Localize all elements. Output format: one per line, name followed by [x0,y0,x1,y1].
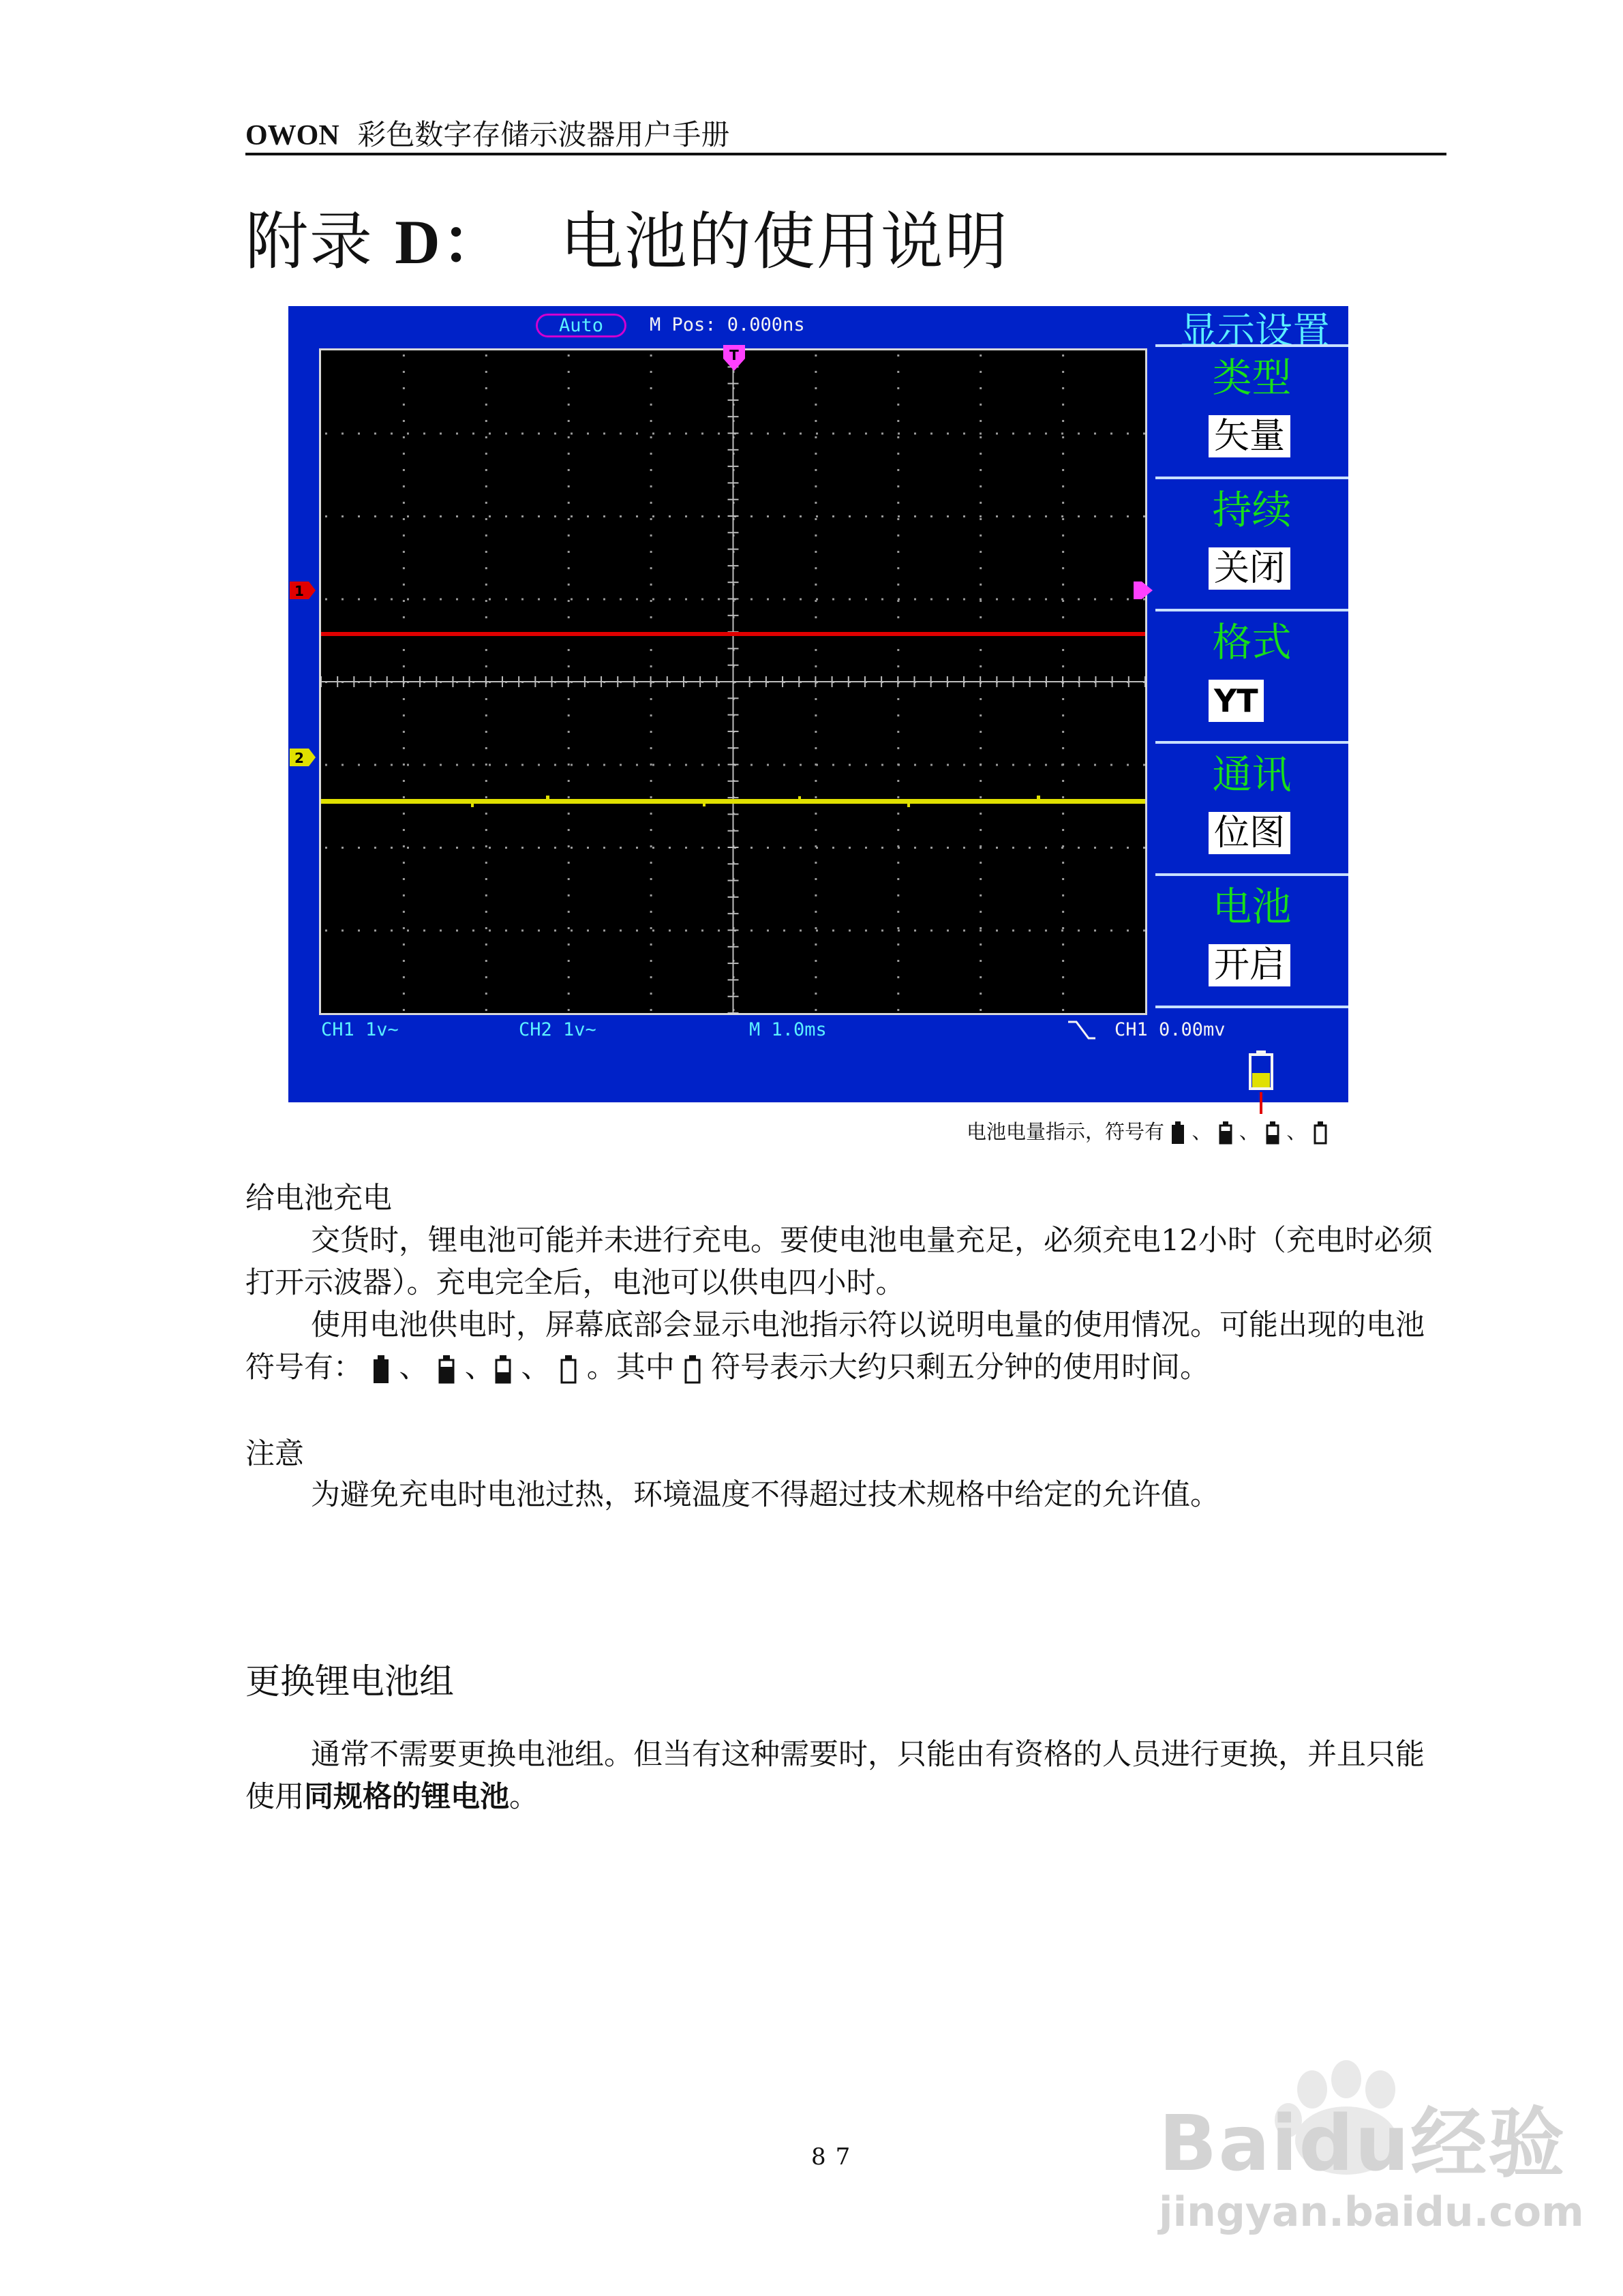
para-sep-1: 、 [399,1350,429,1385]
para-sep-3: 、 [521,1350,551,1385]
note-paragraph [245,1474,1448,1516]
oscilloscope-screen [288,306,1348,1102]
replace-paragraph [245,1734,1448,1818]
battery-half-icon [1265,1121,1280,1145]
watermark-brand: Baidu经验 [1159,2100,1566,2188]
ch1-marker [288,580,317,601]
charge-paragraph-2-b: 。其中 [586,1350,675,1385]
appendix-label: 附录 [245,205,374,278]
header-brand: OWON [245,120,339,151]
trigger-mode-badge: Auto [536,314,626,337]
waveform-grid [319,348,1147,1015]
battery-high-icon [1218,1121,1233,1145]
trigger-position-marker [722,344,746,372]
battery-empty-icon [1313,1121,1328,1145]
caption-sep-3: 、 [1286,1120,1307,1143]
charge-paragraph-1 [245,1220,1448,1304]
ch2-trace [321,799,1145,804]
replace-paragraph-text: 通常不需要更换电池组。但当有这种需要时，只能由有资格的人员进行更换，并且只能使用 [245,1738,1425,1814]
menu-item-type[interactable] [1155,344,1348,478]
header-manual-title: 彩色数字存储示波器用户手册 [357,118,730,151]
charge-paragraph-2 [245,1304,1448,1389]
ch1-scale: CH1 1v~ [321,1019,399,1040]
para-battery-empty-icon-2 [684,1355,701,1385]
para-battery-high-icon [438,1355,455,1385]
menu-label-battery: 电池 [1212,883,1292,930]
menu-item-comm[interactable] [1155,741,1348,875]
replace-heading: 更换锂电池组 [245,1662,455,1702]
battery-full-icon [1170,1121,1185,1145]
battery-caption [967,1118,1328,1145]
ch2-scale: CH2 1v~ [519,1019,596,1040]
battery-indicator-icon [1248,1049,1275,1093]
charge-paragraph-2-a: 使用电池供电时，屏幕底部会显示电池指示符以说明电量的使用情况。可能出现的电池符号有： [245,1308,1425,1385]
m-pos-readout: M Pos: 0.000ns [650,314,805,335]
menu-value-battery: 开启 [1209,944,1290,986]
trigger-readout: CH1 0.00mv [1114,1019,1226,1040]
menu-value-comm: 位图 [1209,812,1290,854]
menu-bottom-divider [1155,1006,1348,1008]
menu-value-format: YT [1209,680,1264,722]
caption-text: 电池电量指示，符号有 [967,1120,1165,1143]
ch2-marker [288,747,317,768]
note-heading: 注意 [245,1437,304,1471]
menu-title: 显示设置 [1179,309,1330,352]
menu-item-persist[interactable] [1155,477,1348,610]
replace-paragraph-bold: 同规格的锂电池 [304,1780,509,1814]
caption-sep-1: 、 [1192,1120,1212,1143]
grid-dots [325,354,1145,1011]
charge-paragraph-1-text: 交货时，锂电池可能并未进行充电。要使电池电量充足，必须充电12小时（充电时必须打开示波器）。充电完全后，电池可以供电四小时。 [245,1224,1433,1300]
trigger-level-marker [1132,580,1154,601]
falling-edge-icon [1067,1019,1097,1042]
charge-heading: 给电池充电 [245,1181,392,1215]
para-battery-half-icon [494,1355,512,1385]
page-number: 87 [811,2143,860,2171]
center-axis-ticks [321,350,1145,1013]
menu-item-battery[interactable] [1155,873,1348,1007]
watermark-url: jingyan.baidu.com [1159,2188,1584,2236]
svg-text:T: T [729,347,739,363]
para-battery-full-icon [372,1355,390,1385]
menu-label-format: 格式 [1212,619,1292,665]
charge-paragraph-2-c: 符号表示大约只剩五分钟的使用时间。 [711,1350,1210,1385]
menu-label-comm: 通讯 [1212,751,1292,798]
timebase-readout: M 1.0ms [749,1019,827,1040]
note-paragraph-text: 为避免充电时电池过热，环境温度不得超过技术规格中给定的允许值。 [311,1478,1219,1512]
ch1-trace [321,632,1145,636]
menu-item-format[interactable] [1155,609,1348,742]
appendix-letter: D： [395,207,506,277]
appendix-title [245,201,1009,283]
menu-value-persist: 关闭 [1209,547,1290,590]
svg-text:1: 1 [294,583,304,599]
menu-value-type: 矢量 [1209,415,1290,457]
replace-paragraph-end: 。 [509,1780,539,1814]
menu-label-persist: 持续 [1212,487,1292,533]
menu-label-type: 类型 [1212,354,1292,401]
running-header [245,115,729,156]
battery-pointer [1260,1092,1262,1114]
grid-svg [321,350,1145,1013]
svg-text:2: 2 [294,750,304,766]
appendix-heading: 电池的使用说明 [560,205,1009,278]
para-sep-2: 、 [464,1350,494,1385]
caption-sep-2: 、 [1239,1120,1259,1143]
header-rule [245,153,1446,155]
para-battery-empty-icon [560,1355,577,1385]
